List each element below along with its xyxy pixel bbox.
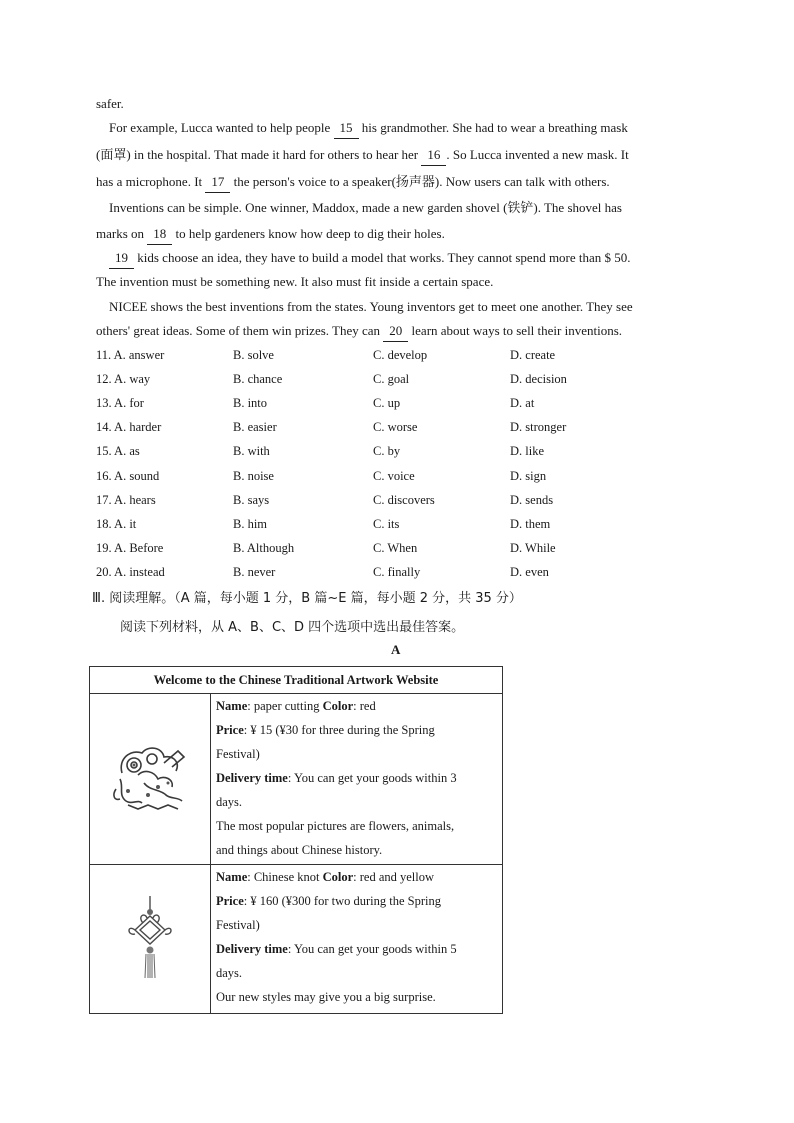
paper-cutting-icon (108, 739, 192, 815)
passage-line: others' great ideas. Some of them win prizes. They can 20 learn about ways to sell their inventions. (96, 321, 622, 342)
blank-16: 16 (421, 145, 446, 166)
option-row: 19. A. Before B. Although C. When D. While (96, 541, 556, 555)
passage-line: For example, Lucca wanted to help people 15 his grandmother. She had to wear a breathing mask (109, 118, 628, 139)
option-row: 14. A. harder B. easier C. worse D. stronger (96, 420, 567, 434)
blank-15: 15 (334, 118, 359, 139)
passage-line: has a microphone. It 17 the person's voice to a speaker(扬声器). Now users can talk with others. (96, 172, 610, 193)
chinese-knot-image (90, 865, 211, 1014)
passage-line: The invention must be something new. It also must fit inside a certain space. (96, 274, 494, 289)
chinese-knot-icon (125, 894, 175, 980)
passage-line: marks on 18 to help gardeners know how deep to dig their holes. (96, 224, 445, 245)
passage-line: safer. (96, 96, 124, 111)
passage-line: (面罩) in the hospital. That made it hard for others to hear her 16 . So Lucca invented a new mask. It (96, 145, 629, 166)
option-row: 15. A. as B. with C. by D. like (96, 444, 545, 458)
paper-cutting-info: Name: paper cutting Color: red Price: ¥ 15 (¥30 for three during the Spring Festival) Delivery time: You can get your goods within 3 days. The most popular pictures are flowers, animals, and things about Chinese history. (211, 694, 503, 865)
table-row (90, 694, 503, 865)
blank-20: 20 (383, 321, 408, 342)
table-title: Welcome to the Chinese Traditional Artwork Website (90, 667, 503, 694)
option-row: 17. A. hears B. says C. discovers D. sends (96, 493, 554, 507)
option-row: 16. A. sound B. noise C. voice D. sign (96, 469, 547, 483)
blank-17: 17 (205, 172, 230, 193)
table-row (90, 865, 503, 1014)
option-row: 12. A. way B. chance C. goal D. decision (96, 372, 567, 386)
option-row: 11. A. answer B. solve C. develop D. create (96, 348, 556, 362)
option-row: 20. A. instead B. never C. finally D. even (96, 565, 549, 579)
section-heading: Ⅲ. 阅读理解。（A 篇，每小题 1 分，B 篇~E 篇，每小题 2 分，共 35 分） (92, 591, 522, 606)
blank-19: 19 (109, 248, 134, 269)
option-row: 13. A. for B. into C. up D. at (96, 396, 535, 410)
option-row: 18. A. it B. him C. its D. them (96, 517, 551, 531)
passage-line: 19 kids choose an idea, they have to build a model that works. They cannot spend more than $ 50. (109, 248, 631, 269)
chinese-knot-info: Name: Chinese knot Color: red and yellow Price: ¥ 160 (¥300 for two during the Spring Festival) Delivery time: You can get your goods within 5 days. Our new styles may give you a big surprise. (211, 865, 503, 1014)
artwork-table (89, 666, 503, 1014)
passage-line: Inventions can be simple. One winner, Maddox, made a new garden shovel (铁铲). The shovel has (109, 200, 622, 215)
blank-18: 18 (147, 224, 172, 245)
passage-line: NICEE shows the best inventions from the states. Young inventors get to meet one another. They see (109, 299, 633, 314)
section-instruction: 阅读下列材料，从 A、B、C、D 四个选项中选出最佳答案。 (120, 620, 465, 635)
paper-cutting-image (90, 694, 211, 865)
part-label: A (391, 642, 401, 657)
